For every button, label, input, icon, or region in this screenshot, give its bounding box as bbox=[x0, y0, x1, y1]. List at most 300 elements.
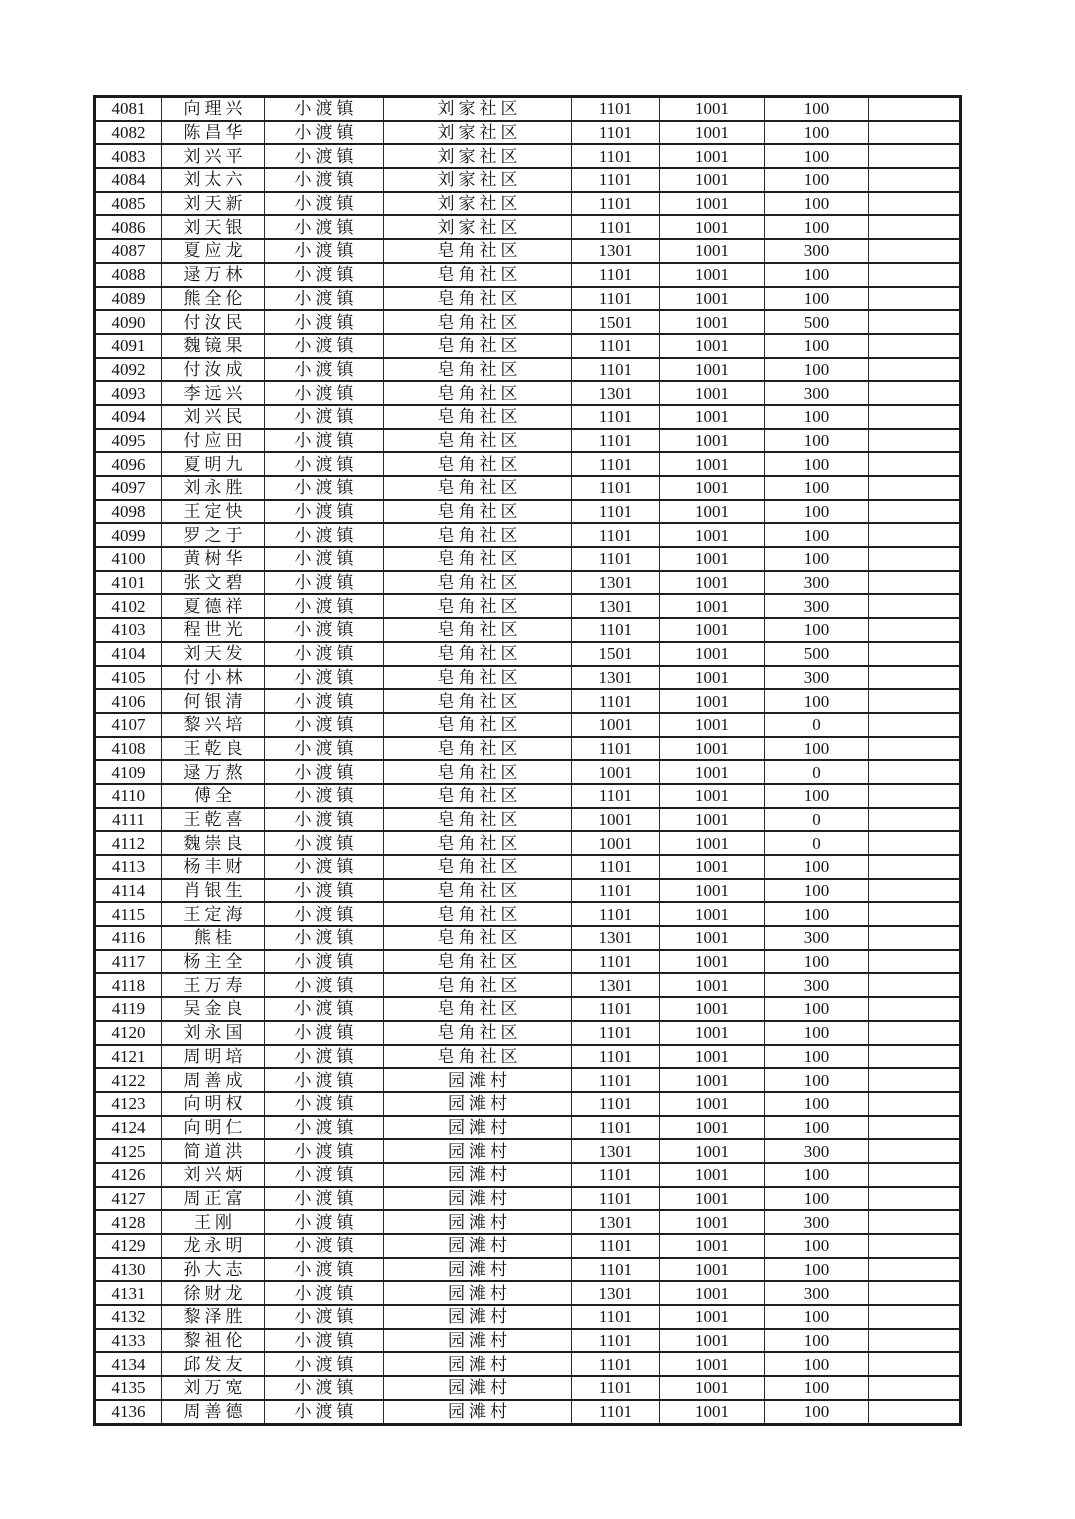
community-cell: 刘家社区 bbox=[384, 97, 572, 121]
blank-cell bbox=[869, 1400, 961, 1424]
amount-cell: 100 bbox=[765, 97, 869, 121]
code2-cell: 1001 bbox=[660, 831, 765, 855]
blank-cell bbox=[869, 973, 961, 997]
serial-cell: 4119 bbox=[95, 997, 162, 1021]
town-cell: 小渡镇 bbox=[265, 523, 384, 547]
name-cell: 周明培 bbox=[162, 1045, 265, 1069]
community-cell: 皂角社区 bbox=[384, 405, 572, 429]
serial-cell: 4130 bbox=[95, 1258, 162, 1282]
code1-cell: 1301 bbox=[572, 1139, 660, 1163]
table-row bbox=[95, 594, 961, 618]
table-row bbox=[95, 310, 961, 334]
town-cell: 小渡镇 bbox=[265, 879, 384, 903]
amount-cell: 300 bbox=[765, 973, 869, 997]
code1-cell: 1101 bbox=[572, 997, 660, 1021]
name-cell: 周善成 bbox=[162, 1068, 265, 1092]
blank-cell bbox=[869, 168, 961, 192]
town-cell: 小渡镇 bbox=[265, 831, 384, 855]
blank-cell bbox=[869, 737, 961, 761]
code2-cell: 1001 bbox=[660, 1352, 765, 1376]
table-row bbox=[95, 287, 961, 311]
code2-cell: 1001 bbox=[660, 737, 765, 761]
amount-cell: 100 bbox=[765, 1116, 869, 1140]
name-cell: 逯万林 bbox=[162, 263, 265, 287]
blank-cell bbox=[869, 594, 961, 618]
code1-cell: 1101 bbox=[572, 547, 660, 571]
town-cell: 小渡镇 bbox=[265, 618, 384, 642]
table-row bbox=[95, 1116, 961, 1140]
blank-cell bbox=[869, 808, 961, 832]
town-cell: 小渡镇 bbox=[265, 500, 384, 524]
serial-cell: 4122 bbox=[95, 1068, 162, 1092]
table-row bbox=[95, 215, 961, 239]
serial-cell: 4085 bbox=[95, 192, 162, 216]
code2-cell: 1001 bbox=[660, 689, 765, 713]
community-cell: 皂角社区 bbox=[384, 784, 572, 808]
code2-cell: 1001 bbox=[660, 1163, 765, 1187]
roster-table-body bbox=[95, 97, 961, 1425]
table-row bbox=[95, 689, 961, 713]
table-row bbox=[95, 500, 961, 524]
code1-cell: 1101 bbox=[572, 1234, 660, 1258]
code1-cell: 1101 bbox=[572, 1258, 660, 1282]
town-cell: 小渡镇 bbox=[265, 547, 384, 571]
code2-cell: 1001 bbox=[660, 642, 765, 666]
name-cell: 刘天银 bbox=[162, 215, 265, 239]
blank-cell bbox=[869, 1116, 961, 1140]
code2-cell: 1001 bbox=[660, 381, 765, 405]
community-cell: 皂角社区 bbox=[384, 1021, 572, 1045]
name-cell: 简道洪 bbox=[162, 1139, 265, 1163]
town-cell: 小渡镇 bbox=[265, 902, 384, 926]
town-cell: 小渡镇 bbox=[265, 642, 384, 666]
code1-cell: 1101 bbox=[572, 1021, 660, 1045]
town-cell: 小渡镇 bbox=[265, 405, 384, 429]
code2-cell: 1001 bbox=[660, 973, 765, 997]
table-row bbox=[95, 1163, 961, 1187]
amount-cell: 100 bbox=[765, 618, 869, 642]
code2-cell: 1001 bbox=[660, 808, 765, 832]
community-cell: 园滩村 bbox=[384, 1210, 572, 1234]
amount-cell: 100 bbox=[765, 1021, 869, 1045]
amount-cell: 100 bbox=[765, 1163, 869, 1187]
town-cell: 小渡镇 bbox=[265, 334, 384, 358]
amount-cell: 100 bbox=[765, 192, 869, 216]
code1-cell: 1101 bbox=[572, 358, 660, 382]
community-cell: 皂角社区 bbox=[384, 618, 572, 642]
code1-cell: 1101 bbox=[572, 429, 660, 453]
code1-cell: 1101 bbox=[572, 1329, 660, 1353]
community-cell: 刘家社区 bbox=[384, 168, 572, 192]
serial-cell: 4120 bbox=[95, 1021, 162, 1045]
serial-cell: 4081 bbox=[95, 97, 162, 121]
serial-cell: 4087 bbox=[95, 239, 162, 263]
table-row bbox=[95, 737, 961, 761]
community-cell: 皂角社区 bbox=[384, 973, 572, 997]
town-cell: 小渡镇 bbox=[265, 381, 384, 405]
community-cell: 皂角社区 bbox=[384, 689, 572, 713]
name-cell: 熊桂 bbox=[162, 926, 265, 950]
community-cell: 皂角社区 bbox=[384, 902, 572, 926]
blank-cell bbox=[869, 547, 961, 571]
blank-cell bbox=[869, 618, 961, 642]
amount-cell: 100 bbox=[765, 121, 869, 145]
code2-cell: 1001 bbox=[660, 1139, 765, 1163]
community-cell: 皂角社区 bbox=[384, 926, 572, 950]
blank-cell bbox=[869, 1092, 961, 1116]
amount-cell: 300 bbox=[765, 666, 869, 690]
town-cell: 小渡镇 bbox=[265, 1187, 384, 1211]
community-cell: 皂角社区 bbox=[384, 1045, 572, 1069]
table-row bbox=[95, 831, 961, 855]
name-cell: 夏应龙 bbox=[162, 239, 265, 263]
code2-cell: 1001 bbox=[660, 997, 765, 1021]
name-cell: 付汝成 bbox=[162, 358, 265, 382]
name-cell: 王乾喜 bbox=[162, 808, 265, 832]
name-cell: 刘兴民 bbox=[162, 405, 265, 429]
table-row bbox=[95, 713, 961, 737]
name-cell: 向理兴 bbox=[162, 97, 265, 121]
blank-cell bbox=[869, 666, 961, 690]
amount-cell: 100 bbox=[765, 1329, 869, 1353]
serial-cell: 4095 bbox=[95, 429, 162, 453]
code2-cell: 1001 bbox=[660, 192, 765, 216]
name-cell: 徐财龙 bbox=[162, 1281, 265, 1305]
table-row bbox=[95, 334, 961, 358]
name-cell: 向明仁 bbox=[162, 1116, 265, 1140]
community-cell: 皂角社区 bbox=[384, 334, 572, 358]
code1-cell: 1501 bbox=[572, 310, 660, 334]
community-cell: 皂角社区 bbox=[384, 831, 572, 855]
code1-cell: 1101 bbox=[572, 97, 660, 121]
blank-cell bbox=[869, 902, 961, 926]
name-cell: 付小林 bbox=[162, 666, 265, 690]
serial-cell: 4116 bbox=[95, 926, 162, 950]
amount-cell: 100 bbox=[765, 405, 869, 429]
code1-cell: 1501 bbox=[572, 642, 660, 666]
table-row bbox=[95, 879, 961, 903]
serial-cell: 4124 bbox=[95, 1116, 162, 1140]
community-cell: 刘家社区 bbox=[384, 215, 572, 239]
name-cell: 龙永明 bbox=[162, 1234, 265, 1258]
blank-cell bbox=[869, 452, 961, 476]
name-cell: 黎兴培 bbox=[162, 713, 265, 737]
serial-cell: 4125 bbox=[95, 1139, 162, 1163]
table-row bbox=[95, 381, 961, 405]
serial-cell: 4132 bbox=[95, 1305, 162, 1329]
code1-cell: 1101 bbox=[572, 1045, 660, 1069]
amount-cell: 100 bbox=[765, 547, 869, 571]
table-row bbox=[95, 1234, 961, 1258]
amount-cell: 100 bbox=[765, 287, 869, 311]
serial-cell: 4100 bbox=[95, 547, 162, 571]
table-row bbox=[95, 1281, 961, 1305]
blank-cell bbox=[869, 334, 961, 358]
blank-cell bbox=[869, 879, 961, 903]
serial-cell: 4113 bbox=[95, 855, 162, 879]
name-cell: 向明权 bbox=[162, 1092, 265, 1116]
code2-cell: 1001 bbox=[660, 429, 765, 453]
name-cell: 杨丰财 bbox=[162, 855, 265, 879]
blank-cell bbox=[869, 500, 961, 524]
blank-cell bbox=[869, 1021, 961, 1045]
table-row bbox=[95, 97, 961, 121]
blank-cell bbox=[869, 358, 961, 382]
serial-cell: 4102 bbox=[95, 594, 162, 618]
serial-cell: 4134 bbox=[95, 1352, 162, 1376]
table-row bbox=[95, 571, 961, 595]
code1-cell: 1301 bbox=[572, 926, 660, 950]
name-cell: 夏明九 bbox=[162, 452, 265, 476]
community-cell: 园滩村 bbox=[384, 1068, 572, 1092]
table-row bbox=[95, 1329, 961, 1353]
blank-cell bbox=[869, 429, 961, 453]
code2-cell: 1001 bbox=[660, 1092, 765, 1116]
code2-cell: 1001 bbox=[660, 1116, 765, 1140]
community-cell: 皂角社区 bbox=[384, 523, 572, 547]
name-cell: 魏崇良 bbox=[162, 831, 265, 855]
amount-cell: 100 bbox=[765, 997, 869, 1021]
amount-cell: 100 bbox=[765, 950, 869, 974]
code2-cell: 1001 bbox=[660, 1400, 765, 1424]
table-row bbox=[95, 452, 961, 476]
amount-cell: 100 bbox=[765, 500, 869, 524]
code2-cell: 1001 bbox=[660, 1045, 765, 1069]
town-cell: 小渡镇 bbox=[265, 476, 384, 500]
code1-cell: 1101 bbox=[572, 168, 660, 192]
town-cell: 小渡镇 bbox=[265, 808, 384, 832]
serial-cell: 4098 bbox=[95, 500, 162, 524]
community-cell: 园滩村 bbox=[384, 1116, 572, 1140]
code2-cell: 1001 bbox=[660, 239, 765, 263]
code2-cell: 1001 bbox=[660, 476, 765, 500]
town-cell: 小渡镇 bbox=[265, 1329, 384, 1353]
table-row bbox=[95, 784, 961, 808]
name-cell: 刘永国 bbox=[162, 1021, 265, 1045]
community-cell: 皂角社区 bbox=[384, 737, 572, 761]
serial-cell: 4112 bbox=[95, 831, 162, 855]
code1-cell: 1001 bbox=[572, 808, 660, 832]
table-row bbox=[95, 192, 961, 216]
code2-cell: 1001 bbox=[660, 571, 765, 595]
serial-cell: 4121 bbox=[95, 1045, 162, 1069]
serial-cell: 4094 bbox=[95, 405, 162, 429]
blank-cell bbox=[869, 263, 961, 287]
town-cell: 小渡镇 bbox=[265, 1068, 384, 1092]
town-cell: 小渡镇 bbox=[265, 192, 384, 216]
code2-cell: 1001 bbox=[660, 500, 765, 524]
amount-cell: 100 bbox=[765, 476, 869, 500]
serial-cell: 4107 bbox=[95, 713, 162, 737]
community-cell: 皂角社区 bbox=[384, 547, 572, 571]
code1-cell: 1301 bbox=[572, 1210, 660, 1234]
table-row bbox=[95, 429, 961, 453]
town-cell: 小渡镇 bbox=[265, 97, 384, 121]
table-row bbox=[95, 1139, 961, 1163]
code1-cell: 1301 bbox=[572, 973, 660, 997]
community-cell: 皂角社区 bbox=[384, 855, 572, 879]
amount-cell: 100 bbox=[765, 1092, 869, 1116]
community-cell: 园滩村 bbox=[384, 1329, 572, 1353]
name-cell: 何银清 bbox=[162, 689, 265, 713]
name-cell: 刘天新 bbox=[162, 192, 265, 216]
community-cell: 皂角社区 bbox=[384, 571, 572, 595]
amount-cell: 100 bbox=[765, 523, 869, 547]
amount-cell: 300 bbox=[765, 239, 869, 263]
code1-cell: 1101 bbox=[572, 1352, 660, 1376]
name-cell: 付应田 bbox=[162, 429, 265, 453]
town-cell: 小渡镇 bbox=[265, 215, 384, 239]
amount-cell: 100 bbox=[765, 902, 869, 926]
code1-cell: 1301 bbox=[572, 239, 660, 263]
amount-cell: 100 bbox=[765, 784, 869, 808]
serial-cell: 4101 bbox=[95, 571, 162, 595]
blank-cell bbox=[869, 215, 961, 239]
amount-cell: 100 bbox=[765, 1187, 869, 1211]
code1-cell: 1101 bbox=[572, 737, 660, 761]
code1-cell: 1101 bbox=[572, 263, 660, 287]
name-cell: 刘太六 bbox=[162, 168, 265, 192]
table-row bbox=[95, 1187, 961, 1211]
code2-cell: 1001 bbox=[660, 902, 765, 926]
code1-cell: 1101 bbox=[572, 1092, 660, 1116]
serial-cell: 4115 bbox=[95, 902, 162, 926]
amount-cell: 100 bbox=[765, 168, 869, 192]
code2-cell: 1001 bbox=[660, 334, 765, 358]
amount-cell: 100 bbox=[765, 1068, 869, 1092]
code2-cell: 1001 bbox=[660, 666, 765, 690]
blank-cell bbox=[869, 310, 961, 334]
community-cell: 皂角社区 bbox=[384, 666, 572, 690]
town-cell: 小渡镇 bbox=[265, 855, 384, 879]
code2-cell: 1001 bbox=[660, 784, 765, 808]
blank-cell bbox=[869, 1187, 961, 1211]
amount-cell: 100 bbox=[765, 1234, 869, 1258]
town-cell: 小渡镇 bbox=[265, 168, 384, 192]
serial-cell: 4108 bbox=[95, 737, 162, 761]
code1-cell: 1101 bbox=[572, 1305, 660, 1329]
serial-cell: 4133 bbox=[95, 1329, 162, 1353]
name-cell: 王刚 bbox=[162, 1210, 265, 1234]
code1-cell: 1101 bbox=[572, 215, 660, 239]
table-row bbox=[95, 1305, 961, 1329]
name-cell: 周善德 bbox=[162, 1400, 265, 1424]
blank-cell bbox=[869, 926, 961, 950]
code2-cell: 1001 bbox=[660, 713, 765, 737]
amount-cell: 100 bbox=[765, 879, 869, 903]
name-cell: 王定海 bbox=[162, 902, 265, 926]
code1-cell: 1101 bbox=[572, 950, 660, 974]
community-cell: 园滩村 bbox=[384, 1376, 572, 1400]
blank-cell bbox=[869, 997, 961, 1021]
amount-cell: 100 bbox=[765, 1376, 869, 1400]
code1-cell: 1001 bbox=[572, 713, 660, 737]
code2-cell: 1001 bbox=[660, 452, 765, 476]
serial-cell: 4090 bbox=[95, 310, 162, 334]
table-row bbox=[95, 263, 961, 287]
code1-cell: 1101 bbox=[572, 855, 660, 879]
name-cell: 黎祖伦 bbox=[162, 1329, 265, 1353]
community-cell: 皂角社区 bbox=[384, 500, 572, 524]
name-cell: 张文碧 bbox=[162, 571, 265, 595]
amount-cell: 100 bbox=[765, 334, 869, 358]
table-row bbox=[95, 926, 961, 950]
code1-cell: 1101 bbox=[572, 144, 660, 168]
amount-cell: 0 bbox=[765, 808, 869, 832]
name-cell: 逯万熬 bbox=[162, 760, 265, 784]
table-row bbox=[95, 642, 961, 666]
code2-cell: 1001 bbox=[660, 310, 765, 334]
community-cell: 园滩村 bbox=[384, 1187, 572, 1211]
serial-cell: 4136 bbox=[95, 1400, 162, 1424]
serial-cell: 4126 bbox=[95, 1163, 162, 1187]
serial-cell: 4083 bbox=[95, 144, 162, 168]
table-row bbox=[95, 1352, 961, 1376]
town-cell: 小渡镇 bbox=[265, 713, 384, 737]
amount-cell: 100 bbox=[765, 1045, 869, 1069]
serial-cell: 4111 bbox=[95, 808, 162, 832]
blank-cell bbox=[869, 192, 961, 216]
code2-cell: 1001 bbox=[660, 1329, 765, 1353]
table-row bbox=[95, 523, 961, 547]
code2-cell: 1001 bbox=[660, 926, 765, 950]
town-cell: 小渡镇 bbox=[265, 144, 384, 168]
blank-cell bbox=[869, 121, 961, 145]
code1-cell: 1101 bbox=[572, 1116, 660, 1140]
amount-cell: 300 bbox=[765, 1210, 869, 1234]
code2-cell: 1001 bbox=[660, 97, 765, 121]
code1-cell: 1101 bbox=[572, 287, 660, 311]
community-cell: 刘家社区 bbox=[384, 121, 572, 145]
community-cell: 园滩村 bbox=[384, 1305, 572, 1329]
name-cell: 魏镜果 bbox=[162, 334, 265, 358]
code1-cell: 1101 bbox=[572, 1068, 660, 1092]
community-cell: 皂角社区 bbox=[384, 879, 572, 903]
serial-cell: 4086 bbox=[95, 215, 162, 239]
community-cell: 刘家社区 bbox=[384, 144, 572, 168]
code1-cell: 1101 bbox=[572, 784, 660, 808]
code1-cell: 1301 bbox=[572, 594, 660, 618]
serial-cell: 4103 bbox=[95, 618, 162, 642]
table-row bbox=[95, 168, 961, 192]
amount-cell: 300 bbox=[765, 926, 869, 950]
code2-cell: 1001 bbox=[660, 1234, 765, 1258]
community-cell: 园滩村 bbox=[384, 1163, 572, 1187]
serial-cell: 4105 bbox=[95, 666, 162, 690]
community-cell: 园滩村 bbox=[384, 1139, 572, 1163]
amount-cell: 100 bbox=[765, 358, 869, 382]
town-cell: 小渡镇 bbox=[265, 1352, 384, 1376]
blank-cell bbox=[869, 1163, 961, 1187]
table-row bbox=[95, 144, 961, 168]
blank-cell bbox=[869, 1139, 961, 1163]
town-cell: 小渡镇 bbox=[265, 287, 384, 311]
community-cell: 园滩村 bbox=[384, 1281, 572, 1305]
blank-cell bbox=[869, 1281, 961, 1305]
name-cell: 孙大志 bbox=[162, 1258, 265, 1282]
blank-cell bbox=[869, 1329, 961, 1353]
serial-cell: 4129 bbox=[95, 1234, 162, 1258]
code2-cell: 1001 bbox=[660, 121, 765, 145]
town-cell: 小渡镇 bbox=[265, 689, 384, 713]
name-cell: 黄树华 bbox=[162, 547, 265, 571]
code1-cell: 1301 bbox=[572, 1281, 660, 1305]
community-cell: 皂角社区 bbox=[384, 381, 572, 405]
community-cell: 皂角社区 bbox=[384, 287, 572, 311]
community-cell: 皂角社区 bbox=[384, 594, 572, 618]
town-cell: 小渡镇 bbox=[265, 121, 384, 145]
table-row bbox=[95, 902, 961, 926]
